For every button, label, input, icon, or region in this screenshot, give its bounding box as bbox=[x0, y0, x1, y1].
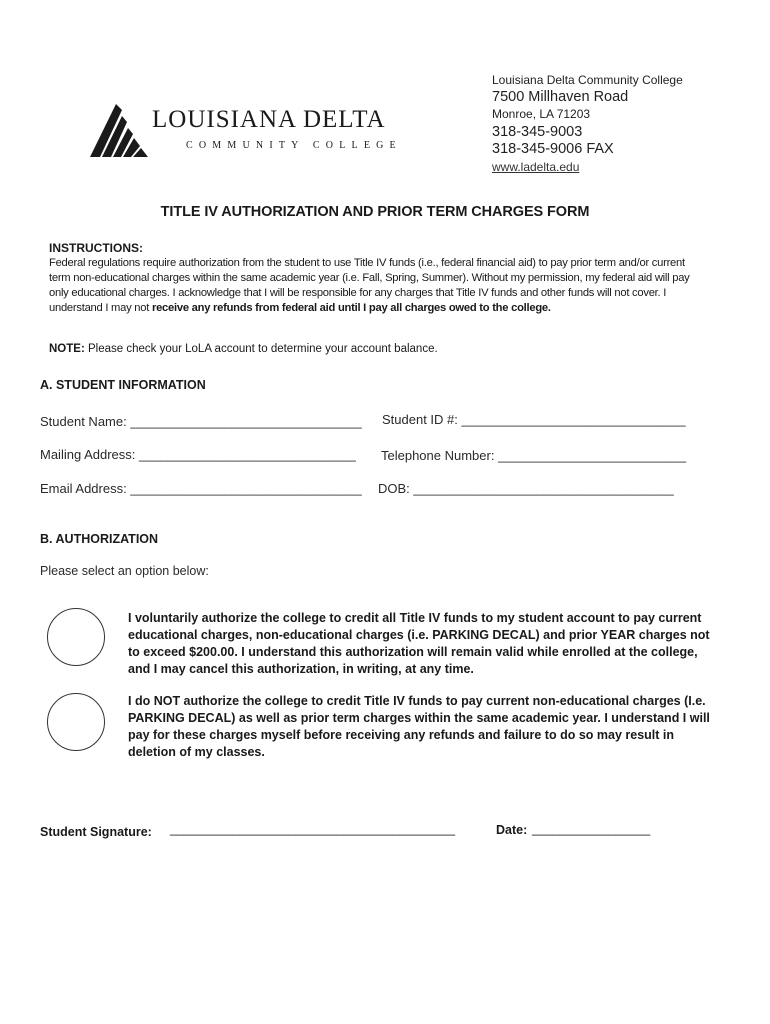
mailing-address-field[interactable]: Mailing Address: ______________________________ bbox=[40, 447, 356, 462]
authorize-radio[interactable] bbox=[47, 608, 105, 666]
street-address: 7500 Millhaven Road bbox=[492, 89, 629, 105]
note bbox=[49, 343, 438, 355]
college-name: Louisiana Delta Community College bbox=[492, 73, 683, 87]
note-text: Please check your LoLA account to determine your account balance. bbox=[84, 343, 438, 355]
date-label: Date: bbox=[496, 823, 528, 837]
section-a-heading: A. STUDENT INFORMATION bbox=[40, 378, 206, 392]
authorize-option-text: I voluntarily authorize the college to credit all Title IV funds to my student account to pay current educational charges, non-educational charges (i.e. PARKING DECAL) and prior YEAR charges not to exceed $200.00. I understand this authorization will remain valid while enrolled at the college, and I may cancel this authorization, in writing, at any time. bbox=[128, 611, 710, 676]
signature-label: Student Signature: bbox=[40, 825, 152, 839]
website-link[interactable]: www.ladelta.edu bbox=[492, 160, 580, 174]
student-name-field[interactable]: Student Name: ________________________________ bbox=[40, 414, 362, 429]
form-title: TITLE IV AUTHORIZATION AND PRIOR TERM CHARGES FORM bbox=[160, 204, 590, 220]
signature-field[interactable]: _________________________________________ bbox=[170, 822, 456, 836]
section-b-heading: B. AUTHORIZATION bbox=[40, 532, 159, 546]
telephone-field[interactable]: Telephone Number: __________________________ bbox=[381, 448, 687, 463]
note-label: NOTE: bbox=[49, 343, 85, 355]
decline-radio[interactable] bbox=[47, 693, 105, 751]
instructions-heading: INSTRUCTIONS: bbox=[49, 241, 143, 255]
select-prompt: Please select an option below: bbox=[40, 564, 209, 578]
address-block bbox=[492, 72, 683, 176]
logo-name: LOUISIANA DELTA bbox=[152, 106, 386, 133]
logo-subtitle: COMMUNITY COLLEGE bbox=[186, 140, 402, 151]
dob-field[interactable]: DOB: ____________________________________ bbox=[378, 481, 674, 496]
email-field[interactable]: Email Address: ________________________________ bbox=[40, 481, 362, 496]
fax-number: 318-345-9006 FAX bbox=[492, 141, 614, 157]
student-id-field[interactable]: Student ID #: _______________________________ bbox=[382, 412, 686, 427]
decline-option-text: I do NOT authorize the college to credit Title IV funds to pay current non-educational charges (I.e. PARKING DECAL) as well as prior term charges within the same academic year. I understand I will pay for these charges myself before receiving any refunds and failure to do so may result in deletion of my classes. bbox=[128, 694, 710, 759]
instructions-body: Federal regulations require authorization from the student to use Title IV funds (i.e., federal financial aid) to pay prior term and/or current term non-educational charges within the same academic year (i.e. Fall, Spring, Summer). Without my permission, my federal aid will pay only educational charges. I acknowledge that I will be responsible for any charges that Title IV funds and other funds will not cover. I understand I may not bbox=[49, 257, 690, 314]
date-field[interactable]: _________________ bbox=[532, 822, 651, 836]
college-logo-icon bbox=[88, 100, 158, 160]
instructions-bold: receive any refunds from federal aid until I pay all charges owed to the college. bbox=[151, 302, 551, 314]
phone-number: 318-345-9003 bbox=[492, 124, 583, 140]
instructions-text bbox=[49, 256, 709, 316]
city-state-zip: Monroe, LA 71203 bbox=[492, 107, 591, 121]
